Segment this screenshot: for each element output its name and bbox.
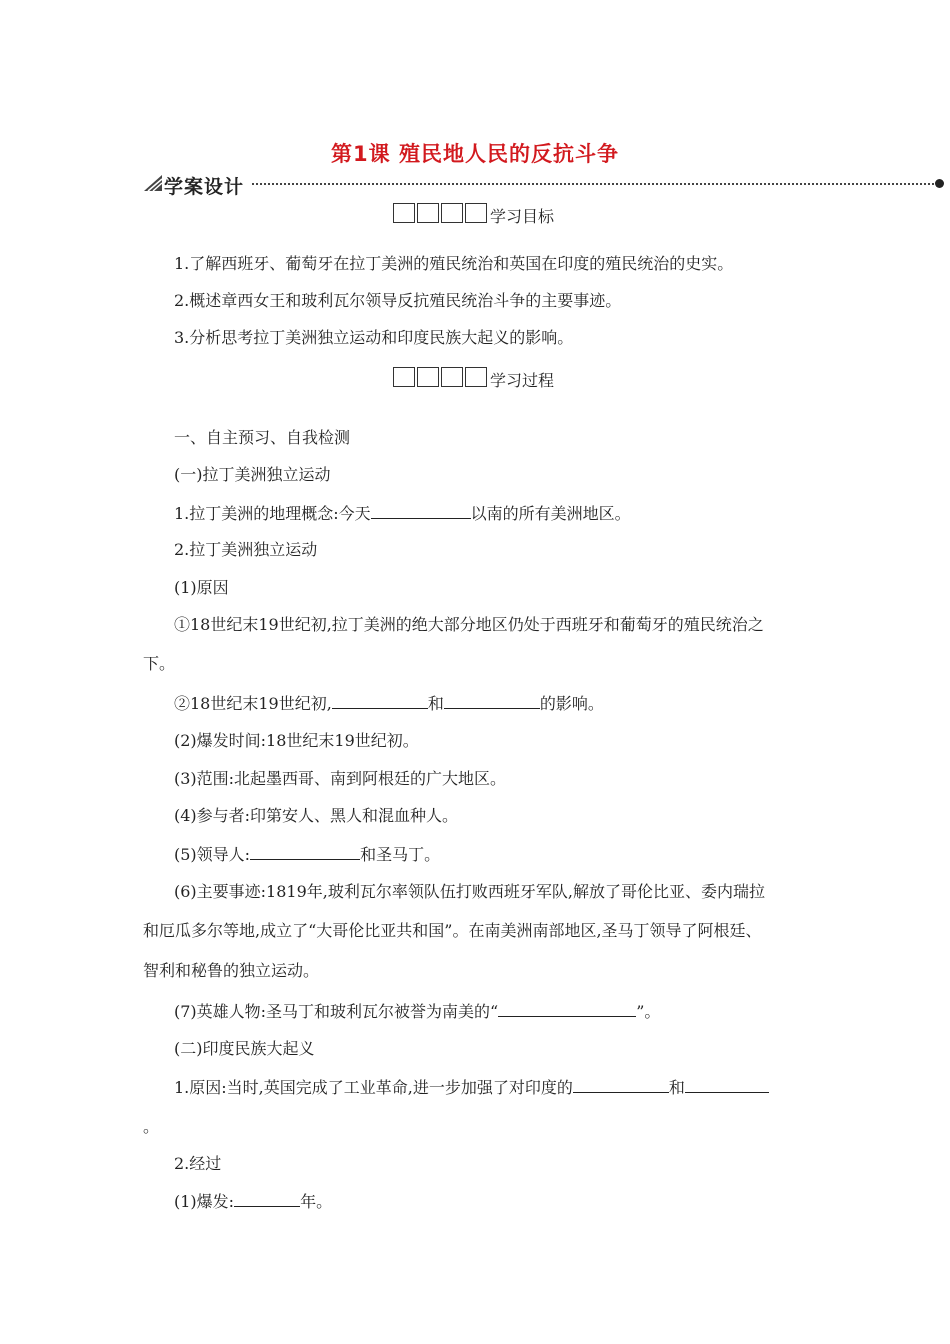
text-line: 。	[143, 1117, 160, 1136]
text-line: (1)原因	[174, 578, 229, 597]
section-banner	[142, 172, 946, 196]
text-line: ①18世纪末19世纪初,拉丁美洲的绝大部分地区仍处于西班牙和葡萄牙的殖民统治之	[174, 615, 764, 634]
text-line: (4)参与者:印第安人、黑人和混血种人。	[174, 806, 459, 825]
fill-in-line: (5)领导人: 和圣马丁。	[174, 845, 441, 864]
answer-blank[interactable]	[685, 1076, 769, 1093]
fill-in-line: (7)英雄人物:圣马丁和玻利瓦尔被誉为南美的“ ”。	[174, 1002, 661, 1021]
answer-blank[interactable]	[444, 692, 540, 709]
sub-heading: (二)印度民族大起义	[174, 1039, 315, 1058]
fill-in-line: 1.拉丁美洲的地理概念:今天 以南的所有美洲地区。	[174, 504, 631, 523]
text-line: 和厄瓜多尔等地,成立了“大哥伦比亚共和国”。在南美洲南部地区,圣马丁领导了阿根廷、	[143, 921, 762, 940]
answer-blank[interactable]	[332, 692, 428, 709]
sub-heading: (一)拉丁美洲独立运动	[174, 465, 331, 484]
answer-blank[interactable]	[250, 843, 360, 860]
answer-blank[interactable]	[371, 502, 471, 519]
triangle-stripe-icon	[142, 174, 164, 192]
section-heading-goals	[0, 203, 950, 227]
dotted-divider	[252, 183, 938, 185]
answer-blank[interactable]	[498, 1000, 636, 1017]
text-line: (3)范围:北起墨西哥、南到阿根廷的广大地区。	[174, 769, 507, 788]
fill-in-line: ②18世纪末19世纪初, 和 的影响。	[174, 694, 604, 713]
heading-boxes-icon	[393, 203, 487, 223]
text-line: 2.拉丁美洲独立运动	[174, 540, 318, 559]
fill-in-line: 1.原因:当时,英国完成了工业革命,进一步加强了对印度的 和	[174, 1076, 769, 1099]
section-label: 学习过程	[490, 371, 555, 390]
text-line: 智利和秘鲁的独立运动。	[143, 961, 320, 980]
fill-in-line: (1)爆发: 年。	[174, 1192, 333, 1211]
page-title: 第1课 殖民地人民的反抗斗争	[331, 142, 619, 166]
text-line: (6)主要事迹:1819年,玻利瓦尔率领队伍打败西班牙军队,解放了哥伦比亚、委内瑞拉	[174, 882, 765, 901]
text-line: 2.经过	[174, 1154, 222, 1173]
section-heading-process	[0, 367, 950, 391]
divider-end-dot	[935, 179, 944, 188]
text-line: 下。	[143, 654, 176, 673]
goal-item: 1.了解西班牙、葡萄牙在拉丁美洲的殖民统治和英国在印度的殖民统治的史实。	[174, 254, 734, 273]
text-line: (2)爆发时间:18世纪末19世纪初。	[174, 731, 419, 750]
section-label: 学习目标	[490, 207, 555, 226]
part-heading: 一、自主预习、自我检测	[174, 428, 351, 447]
heading-boxes-icon	[393, 367, 487, 387]
banner-label: 学案设计	[164, 176, 245, 198]
goal-item: 3.分析思考拉丁美洲独立运动和印度民族大起义的影响。	[174, 328, 574, 347]
answer-blank[interactable]	[573, 1076, 669, 1093]
answer-blank[interactable]	[234, 1190, 300, 1207]
goal-item: 2.概述章西女王和玻利瓦尔领导反抗殖民统治斗争的主要事迹。	[174, 291, 622, 310]
